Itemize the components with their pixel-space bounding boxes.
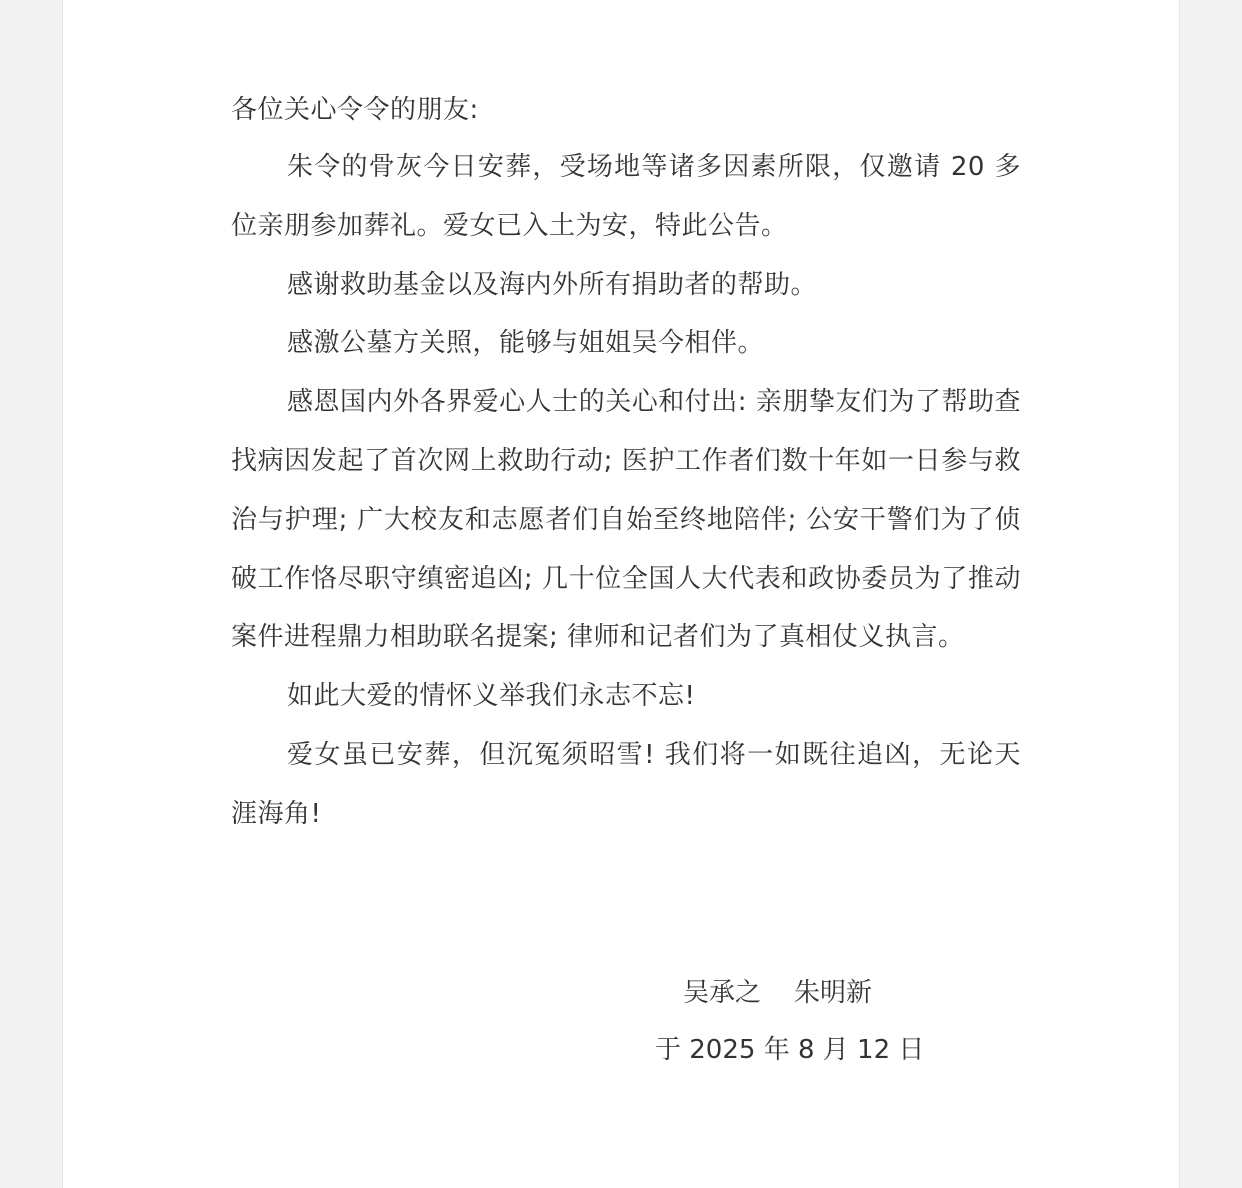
letter-body [231, 82, 1021, 844]
paragraph-thanks-donors: 感谢救助基金以及海内外所有捐助者的帮助。 [287, 269, 818, 300]
letter-greeting: 各位关心令令的朋友: [231, 95, 479, 125]
paragraph-gratitude-supporters: 感恩国内外各界爱心人士的关心和付出: 亲朋挚友们为了帮助查找病因发起了首次网上救助行动; 医护工作者们数十年如一日参与救治与护理; 广大校友和志愿者们自始至终地陪伴; 公安干警们为了侦破工作恪尽职守缜密追凶; 几十位全国人大代表和政协委员为了推动案件进程鼎力相助联名提案; 律师和记者们为了真相仗义执言。 [231, 387, 1021, 653]
paragraph-never-forget: 如此大爱的情怀义举我们永志不忘! [287, 681, 696, 712]
paragraph-thanks-cemetery: 感激公墓方关照，能够与姐姐吴今相伴。 [287, 328, 765, 359]
letter-date: 于 2025 年 8 月 12 日 [655, 1035, 925, 1065]
letter-page [62, 0, 1180, 1188]
paragraph-burial-notice: 朱令的骨灰今日安葬，受场地等诸多因素所限，仅邀请 20 多位亲朋参加葬礼。爱女已入土为安，特此公告。 [231, 152, 1021, 241]
letter-signature: 吴承之 朱明新 [683, 978, 873, 1008]
paragraph-seek-justice: 爱女虽已安葬，但沉冤须昭雪! 我们将一如既往追凶，无论天涯海角! [231, 739, 1021, 829]
